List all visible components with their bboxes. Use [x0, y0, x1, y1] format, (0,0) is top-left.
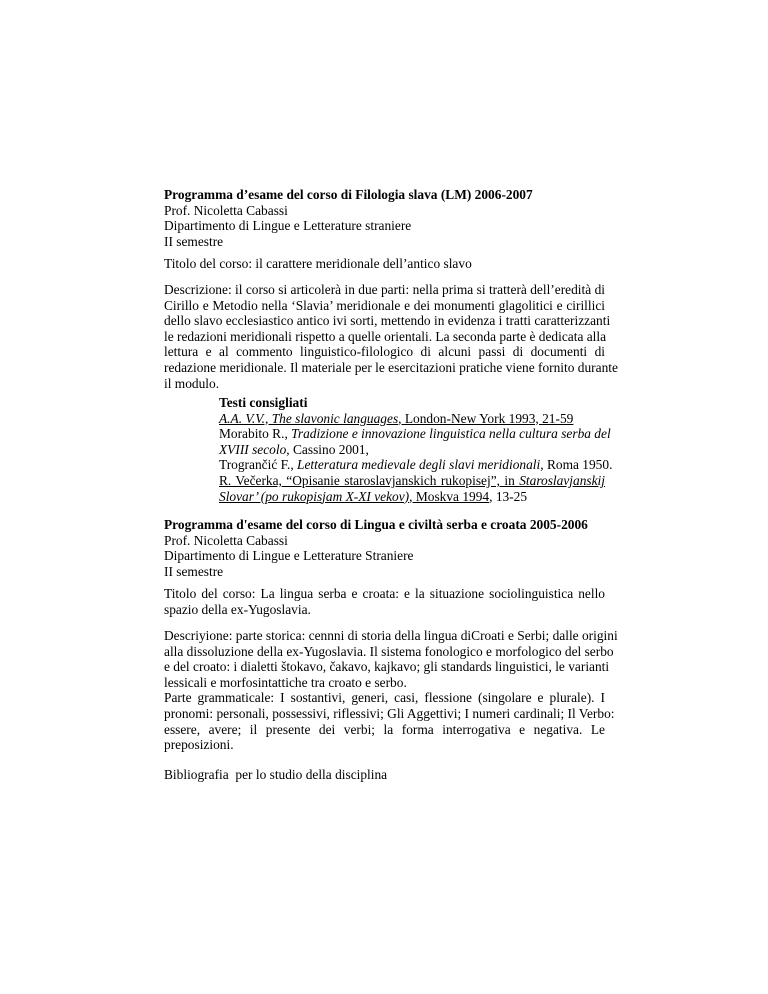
section2-semester: II semestre — [164, 563, 224, 579]
reference-1-title: A.A. V.V., The slavonic languages — [219, 410, 399, 426]
section1-desc-line: redazione meridionale. Il materiale per le esercitazioni pratiche viene fornito durante — [164, 359, 618, 375]
section2-title-line: spazio della ex-Yugoslavia. — [164, 601, 311, 617]
section2-desc-line: e del croato: i dialetti štokavo, čakavo, kajkavo; gli standards linguistici, le varianti — [164, 659, 610, 675]
reference-3-info: , Roma 1950. — [540, 457, 613, 473]
section2-description — [164, 628, 618, 753]
recommended-texts — [219, 395, 613, 504]
section2-course-title — [164, 586, 605, 617]
section1-desc-line: dello slavo ecclesiastico antico ivi sorti, mettendo in evidenza i tratti caratterizzanti — [164, 313, 611, 329]
reference-3 — [219, 457, 613, 473]
reference-1 — [219, 411, 605, 427]
reference-3-title: Letteratura medievale degli slavi meridionali — [297, 457, 541, 473]
reference-2-info: , Cassino 2001, — [286, 441, 369, 457]
reference-2-title: Tradizione e innovazione linguistica nella cultura serba del — [291, 426, 611, 442]
recommended-texts-heading: Testi consigliati — [219, 395, 308, 410]
section2-desc-line: alla dissoluzione della ex-Yugoslavia. Il sistema fonologico e morfologico del serbo — [164, 643, 614, 659]
section2-department: Dipartimento di Lingue e Letterature Straniere — [164, 548, 414, 564]
reference-4-author: R. Večerka, “Opisanie staroslavjanskich rukopisej”, in — [219, 472, 520, 488]
reference-1-info: , London-New York 1993, 21-59 — [398, 410, 574, 426]
section2-grammar-line: preposizioni. — [164, 737, 234, 753]
reference-2 — [219, 426, 611, 442]
section2-grammar-line: pronomi: personali, possessivi, riflessivi; Gli Aggettivi; I numeri cardinali; Il Verbo: — [164, 705, 615, 721]
section1-department: Dipartimento di Lingue e Letterature straniere — [164, 218, 412, 234]
section2-header — [164, 517, 605, 579]
section1-desc-line: Descrizione: il corso si articolerà in due parti: nella prima si tratterà dell’eredità di — [164, 282, 605, 297]
section1-desc-line: il modulo. — [164, 375, 220, 391]
section2-desc-line: Descriyione: parte storica: cennni di storia della lingua diCroati e Serbi; dalle origini — [164, 628, 618, 643]
section1-desc-line: Cirillo e Metodio nella ‘Slavia’ meridionale e dei monumenti glagolitici e cirillici — [164, 297, 605, 313]
section2-heading: Programma d'esame del corso di Lingua e civiltà serba e croata 2005-2006 — [164, 517, 588, 532]
section1-desc-line: lettura e al commento linguistico-filologico di alcuni passi di documenti di — [164, 344, 605, 360]
reference-4-title: Staroslavjanskij — [519, 472, 605, 488]
section1-header — [164, 187, 605, 249]
section1-semester: II semestre — [164, 233, 224, 249]
section1-professor: Prof. Nicoletta Cabassi — [164, 202, 288, 218]
section1-description — [164, 282, 618, 391]
section2-grammar-line: Parte grammaticale: I sostantivi, generi, casi, flessione (singolare e plurale). I — [164, 690, 605, 706]
reference-4-cont — [219, 489, 605, 505]
section1-desc-line: le redazioni meridionali rispetto a quelle orientali. La seconda parte è dedicata alla — [164, 328, 607, 344]
reference-4 — [219, 473, 605, 489]
reference-4-title-end: Slovar’ (po rukopisjam X-XI vekov) — [219, 488, 410, 504]
bibliography-heading: Bibliografia per lo studio della disciplina — [164, 767, 388, 782]
reference-4-place: , Moskva 1994 — [409, 488, 490, 504]
section2-desc-line: lessicali e morfosintattiche tra croato e serbo. — [164, 674, 407, 690]
section2-title-line: Titolo del corso: La lingua serba e croata: e la situazione sociolinguistica nello — [164, 586, 605, 601]
reference-2-author: Morabito R., — [219, 426, 292, 442]
reference-2-cont — [219, 442, 605, 458]
section1-heading: Programma d’esame del corso di Filologia slava (LM) 2006-2007 — [164, 187, 533, 202]
bibliography-section — [164, 767, 605, 783]
section2-grammar-line: essere, avere; il presente dei verbi; la forma interrogativa e negativa. Le — [164, 721, 605, 737]
section2-professor: Prof. Nicoletta Cabassi — [164, 532, 288, 548]
reference-3-author: Trogrančić F., — [219, 457, 298, 473]
reference-2-title-end: XVIII secolo — [219, 441, 287, 457]
reference-4-pages: , 13-25 — [489, 488, 528, 504]
section1-course-title — [164, 256, 605, 272]
section1-title-text: Titolo del corso: il carattere meridionale dell’antico slavo — [164, 256, 472, 271]
